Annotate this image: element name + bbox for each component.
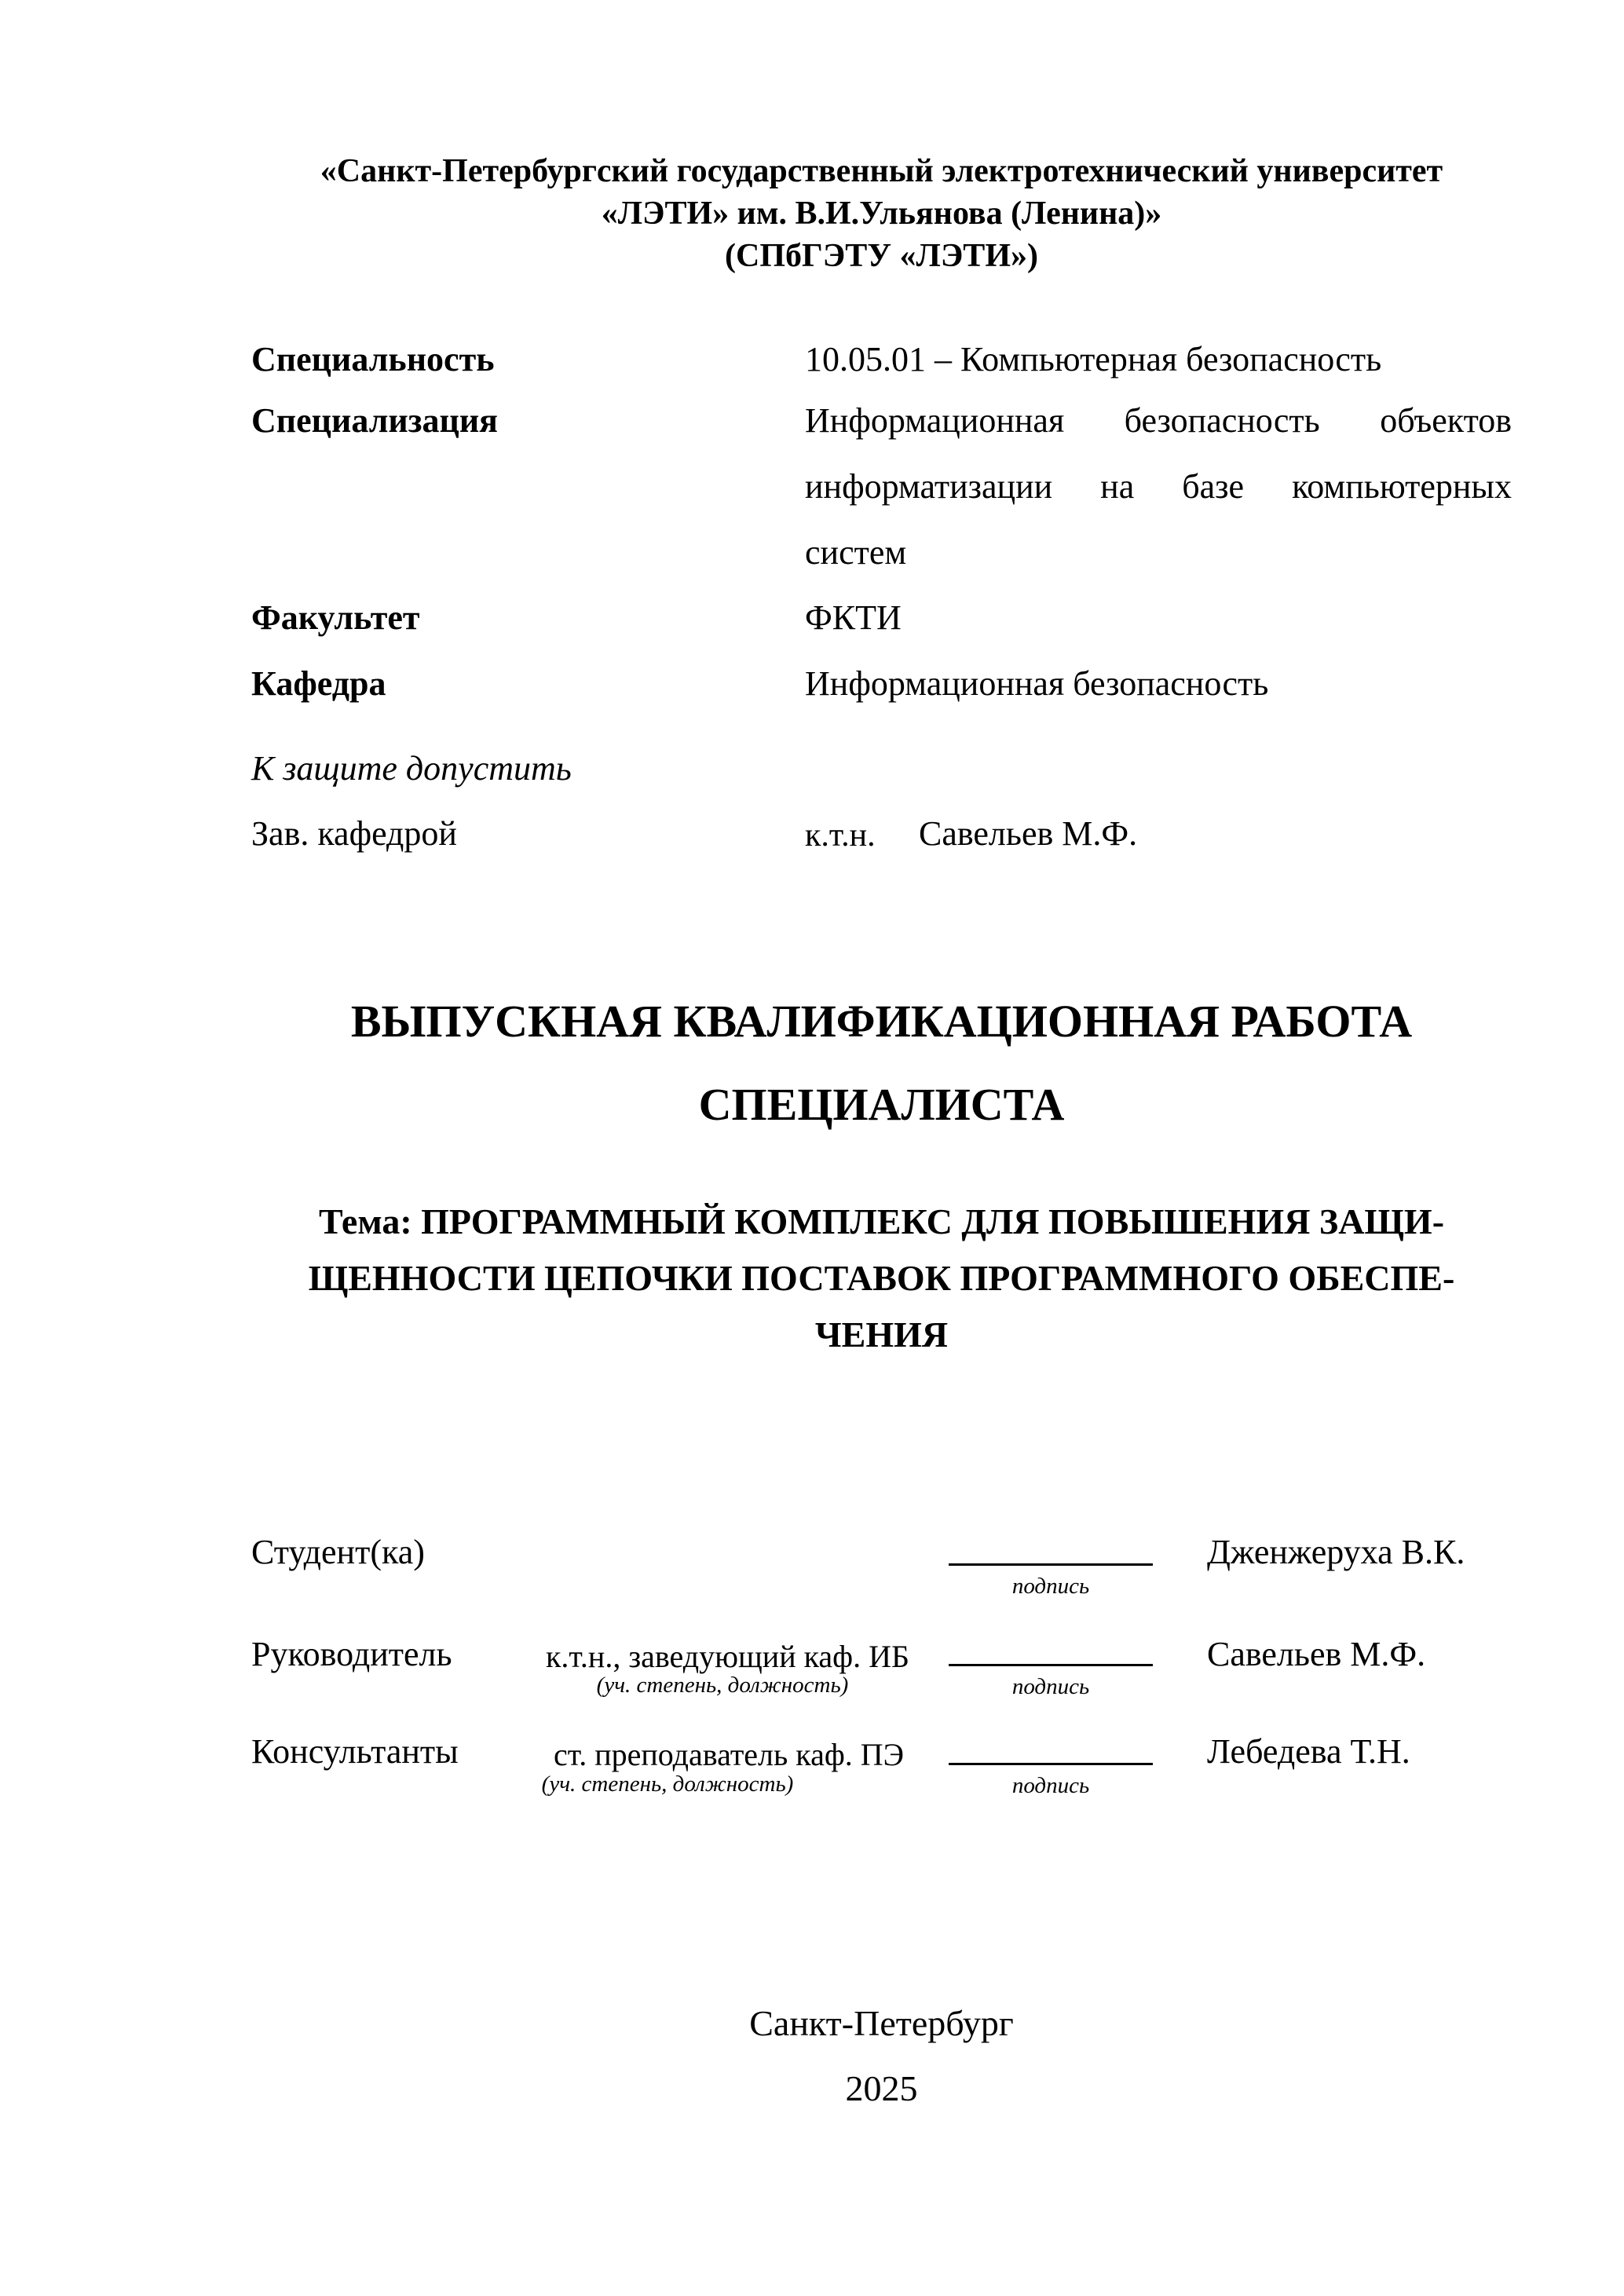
student-label: Студент(ка) <box>251 1533 425 1571</box>
footer-city: Санкт-Петербург <box>749 2003 1014 2043</box>
faculty-value: ФКТИ <box>805 598 902 637</box>
supervisor-name: Савельев М.Ф. <box>1207 1635 1426 1673</box>
admission-permit-text: К защите допустить <box>251 749 572 788</box>
specialization-value-line-3: систем <box>805 533 907 572</box>
consultants-label: Консультанты <box>251 1732 459 1771</box>
main-title <box>251 980 1512 1146</box>
university-name-line-2: «ЛЭТИ» им. В.И.Ульянова (Ленина)» <box>601 196 1162 232</box>
department-head-degree: к.т.н. <box>805 817 876 854</box>
consultant-signature-caption: подпись <box>1011 1773 1090 1798</box>
specialization-value-line-2: информатизации на базе компьютерных <box>805 467 1512 506</box>
consultant-position: ст. преподаватель каф. ПЭ <box>554 1737 905 1772</box>
department-label: Кафедра <box>251 664 386 703</box>
main-title-line-1: ВЫПУСКНАЯ КВАЛИФИКАЦИОННАЯ РАБОТА <box>350 996 1413 1047</box>
supervisor-position: к.т.н., заведующий каф. ИБ <box>546 1639 909 1674</box>
student-signature-caption: подпись <box>1011 1574 1090 1599</box>
theme-line-2: ЩЕННОСТИ ЦЕПОЧКИ ПОСТАВОК ПРОГРАММНОГО ОБЕСПЕ- <box>308 1258 1455 1298</box>
specialization-value-line-1: Информационная безопасность объектов <box>805 401 1512 440</box>
student-signature-line <box>949 1563 1153 1566</box>
university-abbreviation: (СПбГЭТУ «ЛЭТИ») <box>725 238 1038 274</box>
supervisor-signature-line <box>949 1664 1153 1666</box>
supervisor-label: Руководитель <box>251 1635 452 1673</box>
faculty-label: Факультет <box>251 598 420 637</box>
department-head-label: Зав. кафедрой <box>251 814 457 853</box>
supervisor-degree-caption: (уч. степень, должность) <box>596 1673 849 1698</box>
department-head-name: Савельев М.Ф. <box>919 814 1138 853</box>
theme-line-1: Тема: ПРОГРАММНЫЙ КОМПЛЕКС ДЛЯ ПОВЫШЕНИЯ ЗАЩИ- <box>318 1201 1445 1241</box>
consultant-signature-line <box>949 1763 1153 1765</box>
university-header <box>251 150 1512 277</box>
theme-line-3: ЧЕНИЯ <box>814 1314 949 1355</box>
specialty-label: Специальность <box>251 340 495 378</box>
specialization-label: Специализация <box>251 401 498 440</box>
department-value: Информационная безопасность <box>805 664 1269 703</box>
supervisor-signature-caption: подпись <box>1011 1674 1090 1699</box>
main-title-line-2: СПЕЦИАЛИСТА <box>698 1079 1065 1130</box>
student-name: Дженжеруха В.К. <box>1207 1533 1465 1571</box>
university-name-line-1: «Санкт-Петербургский государственный электротехнический университет <box>320 153 1443 189</box>
consultant-name: Лебедева Т.Н. <box>1207 1732 1410 1771</box>
footer-year: 2025 <box>845 2068 918 2108</box>
consultant-degree-caption: (уч. степень, должность) <box>541 1771 794 1797</box>
specialty-value: 10.05.01 – Компьютерная безопасность <box>805 340 1382 378</box>
theme-title <box>251 1194 1512 1363</box>
